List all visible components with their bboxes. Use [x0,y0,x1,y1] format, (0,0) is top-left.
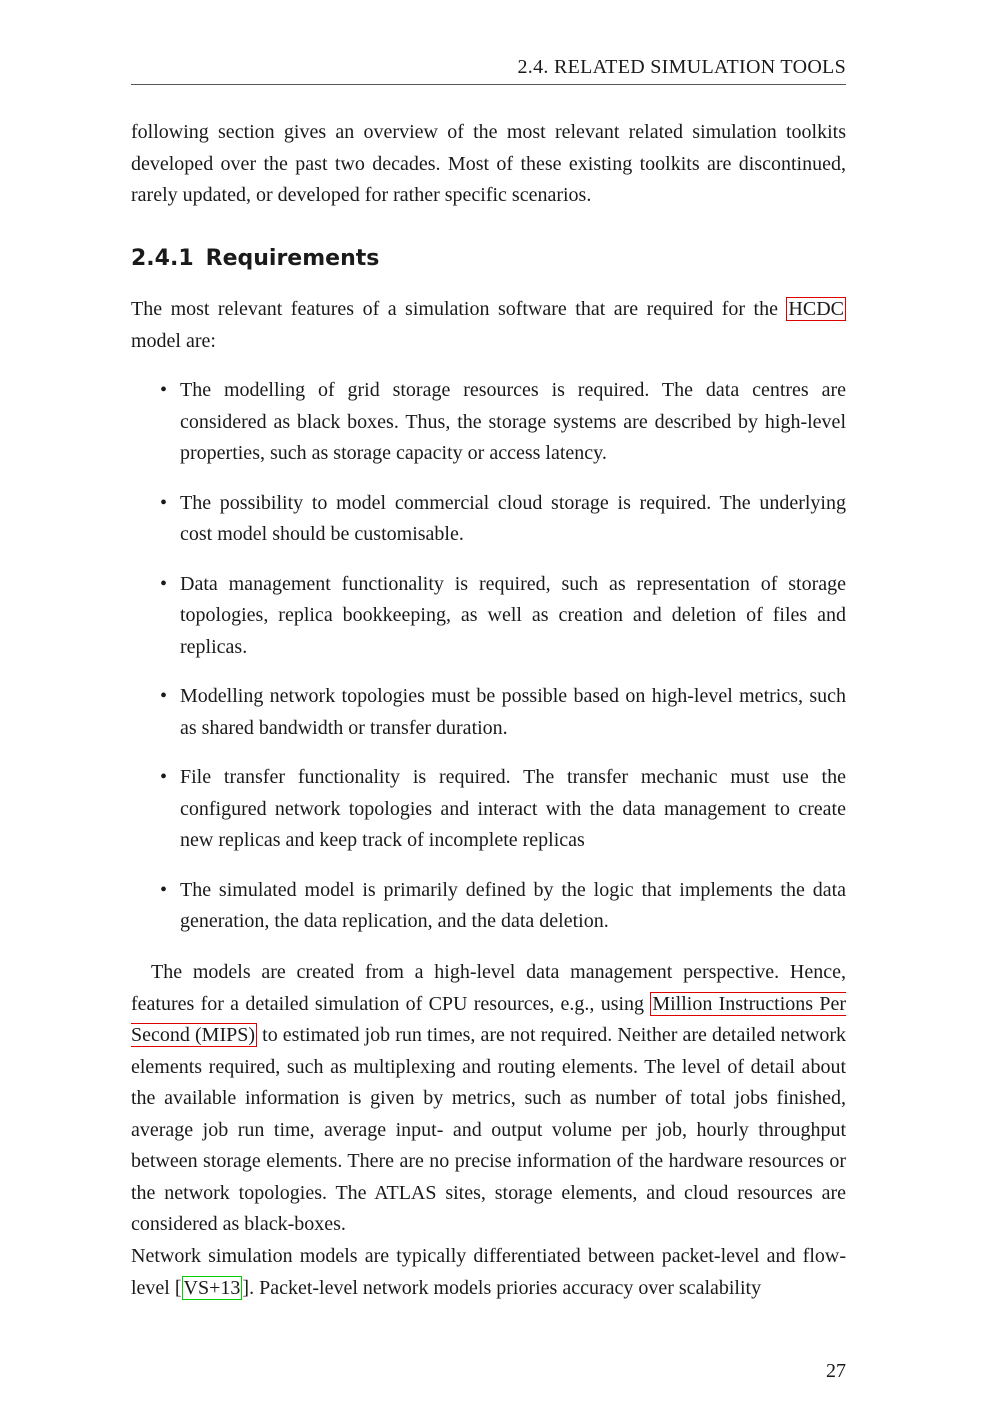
list-item-text: Modelling network topologies must be possible based on high-level metrics, such as shared bandwidth or transfer duration. [180,685,846,739]
requirements-intro [131,294,846,357]
mips-acronym-link[interactable]: Million Instructions Per Second (MIPS) [131,992,846,1046]
bullet-icon: • [160,572,168,595]
network-paragraph-after: . Packet-level network models priories accuracy over scalability [249,1276,762,1299]
detail-paragraph-before: The models are created from a high-level data management perspective. Hence, features for a detailed simulation of CPU resources, e.g., using [131,961,846,1015]
running-head: 2.4. RELATED SIMULATION TOOLS [131,56,846,85]
list-item-text: The simulated model is primarily defined by the logic that implements the data generation, the data replication, and the data deletion. [180,878,846,932]
requirements-intro-before: The most relevant features of a simulation software that are required for the [131,298,787,320]
bullet-icon: • [160,878,168,901]
list-item [131,875,846,938]
page-number: 27 [826,1360,846,1382]
hcdc-acronym-link[interactable]: HCDC [788,298,844,320]
list-item-text: Data management functionality is required, such as representation of storage topologies, replica bookkeeping, as well as creation and deletion of files and replicas. [180,572,846,658]
bullet-icon: • [160,685,168,707]
list-item [131,488,846,551]
bullet-icon: • [160,379,168,401]
requirements-intro-after: model are: [131,329,216,352]
detail-paragraph [131,957,846,1241]
list-item [131,375,846,470]
citation-link[interactable]: VS+13 [183,1276,241,1299]
section-heading [131,246,379,271]
intro-paragraph: following section gives an overview of the most relevant related simulation toolkits developed over the past two decades. Most of these existing toolkits are discontinued, rarely updated, or developed for rather specific scenarios. [131,121,846,206]
bullet-icon: • [160,491,168,514]
list-item [131,762,846,857]
section-number: 2.4.1 [131,246,194,271]
section-title: Requirements [205,246,380,271]
requirements-list [131,375,846,956]
network-paragraph: Network simulation models are typically differentiated between packet-level and flow-level [ VS+13 ]. Packet-level network models priories accuracy over scalability [131,1245,846,1299]
list-item-text: The modelling of grid storage resources is required. The data centres are considered as black boxes. Thus, the storage systems are described by high-level properties, such as storage capacity or access latency. [180,379,846,464]
list-item [131,681,846,744]
bullet-icon: • [160,766,168,788]
detail-paragraph-after: to estimated job run times, are not required. Neither are detailed network elements required, such as multiplexing and routing elements. The level of detail about the available information is given by metrics, such as number of total jobs finished, average job run time, average input- and output volume per job, hourly throughput between storage elements. There are no precise information of the hardware resources or the network topologies. The ATLAS sites, storage elements, and cloud resources are considered as black-boxes. [131,1024,846,1235]
list-item-text: The possibility to model commercial cloud storage is required. The underlying cost model should be customisable. [180,491,846,545]
list-item [131,569,846,664]
network-paragraph-before: Network simulation models are typically differentiated between packet-level and flow-level [131,1245,846,1299]
list-item-text: File transfer functionality is required. The transfer mechanic must use the configured network topologies and interact with the data management to create new replicas and keep track of incomplete replicas [180,766,846,851]
